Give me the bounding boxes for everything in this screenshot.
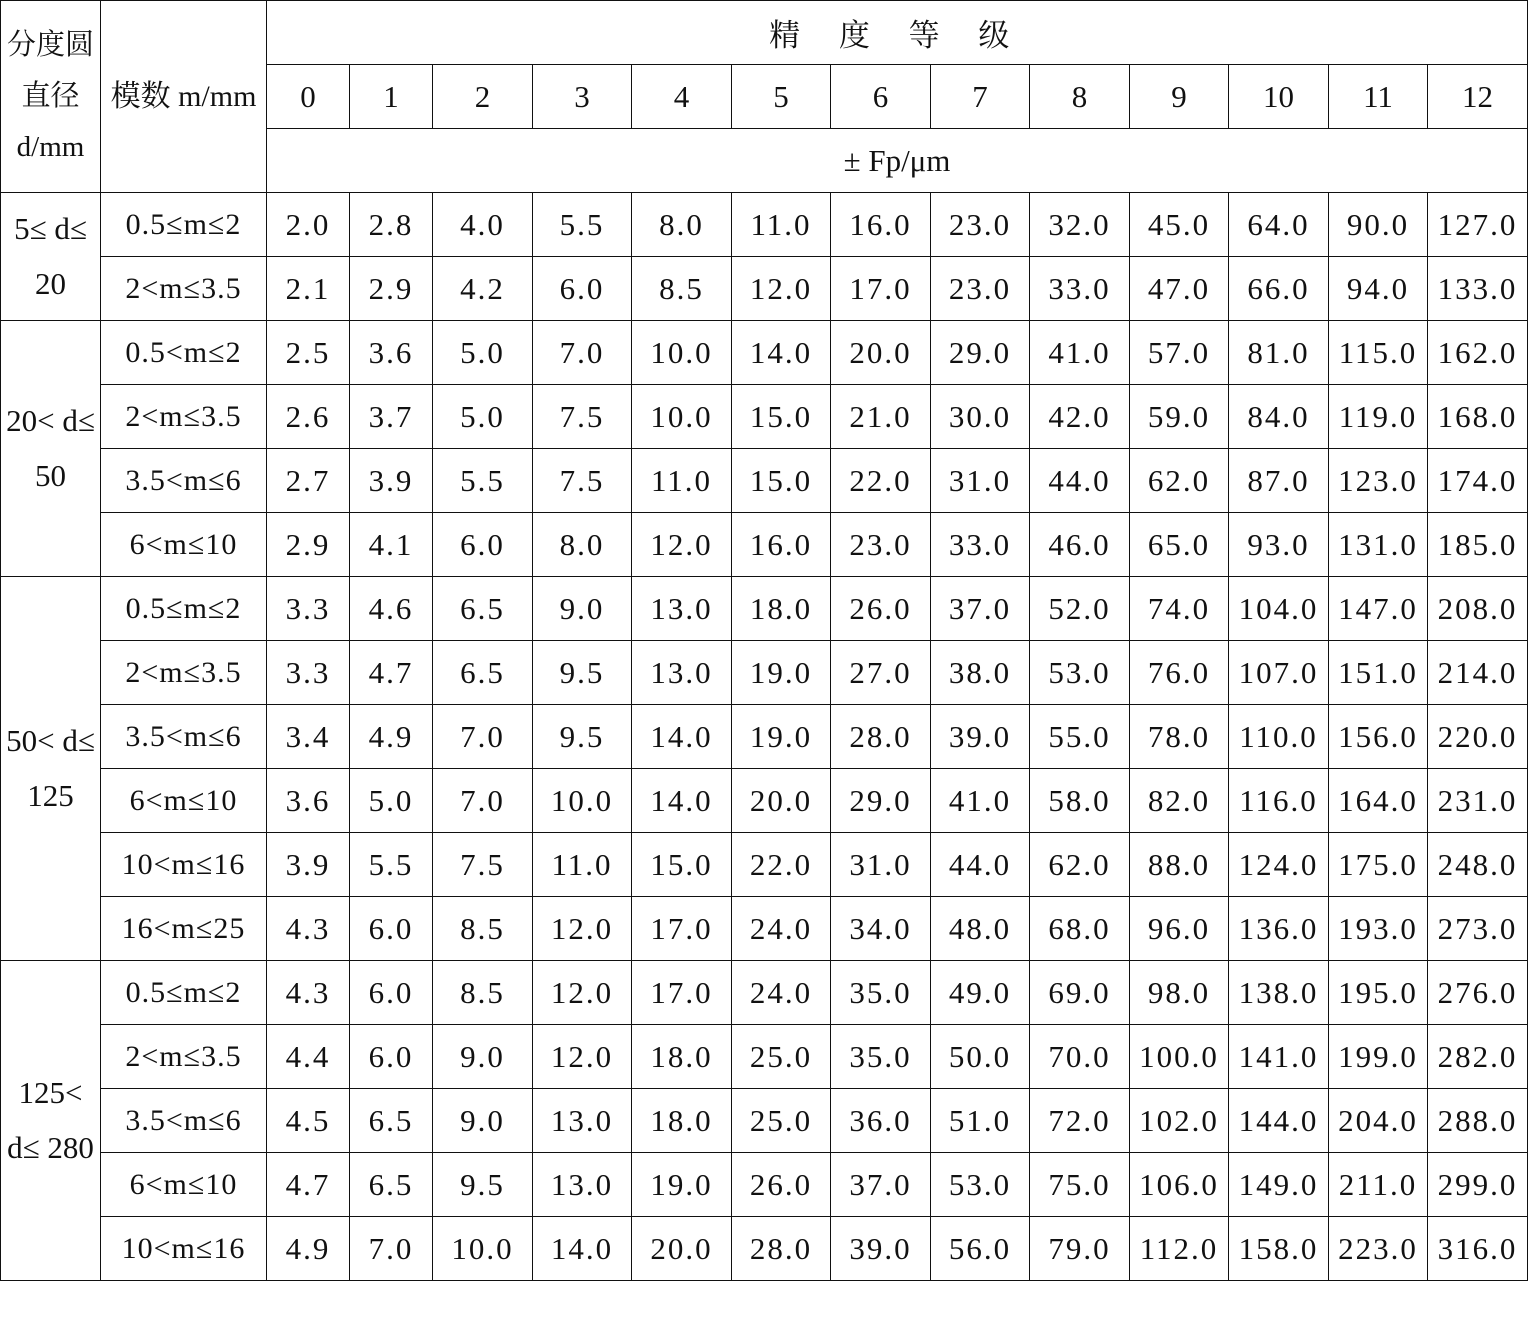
- deviation-value-cell: 35.0: [831, 961, 931, 1025]
- deviation-value-cell: 59.0: [1130, 385, 1229, 449]
- deviation-value-cell: 12.0: [533, 897, 632, 961]
- module-range-cell: 6<m≤10: [101, 769, 267, 833]
- table-row: [1, 385, 1528, 449]
- deviation-value-cell: 10.0: [433, 1217, 533, 1281]
- deviation-value-cell: 299.0: [1428, 1153, 1528, 1217]
- deviation-value-cell: 6.0: [350, 897, 433, 961]
- deviation-value-cell: 34.0: [831, 897, 931, 961]
- deviation-value-cell: 24.0: [732, 961, 831, 1025]
- deviation-value-cell: 100.0: [1130, 1025, 1229, 1089]
- deviation-value-cell: 8.5: [632, 257, 732, 321]
- deviation-value-cell: 17.0: [632, 897, 732, 961]
- deviation-value-cell: 156.0: [1329, 705, 1428, 769]
- deviation-value-cell: 195.0: [1329, 961, 1428, 1025]
- unit-header: ± Fp/μm: [267, 129, 1528, 193]
- deviation-value-cell: 4.9: [350, 705, 433, 769]
- diameter-range-cell: 20< d≤ 50: [1, 321, 101, 577]
- deviation-value-cell: 138.0: [1229, 961, 1329, 1025]
- module-range-cell: 10<m≤16: [101, 1217, 267, 1281]
- deviation-value-cell: 141.0: [1229, 1025, 1329, 1089]
- deviation-value-cell: 32.0: [1030, 193, 1130, 257]
- deviation-value-cell: 44.0: [1030, 449, 1130, 513]
- deviation-value-cell: 133.0: [1428, 257, 1528, 321]
- deviation-value-cell: 5.0: [433, 385, 533, 449]
- deviation-value-cell: 102.0: [1130, 1089, 1229, 1153]
- grade-column-header: 4: [632, 65, 732, 129]
- table-row: [1, 641, 1528, 705]
- deviation-value-cell: 53.0: [931, 1153, 1030, 1217]
- deviation-value-cell: 21.0: [831, 385, 931, 449]
- deviation-value-cell: 18.0: [632, 1025, 732, 1089]
- deviation-value-cell: 93.0: [1229, 513, 1329, 577]
- table-row: [1, 577, 1528, 641]
- deviation-value-cell: 12.0: [533, 1025, 632, 1089]
- deviation-value-cell: 6.5: [350, 1153, 433, 1217]
- table-row: [1, 1025, 1528, 1089]
- deviation-value-cell: 16.0: [831, 193, 931, 257]
- table-row: [1, 321, 1528, 385]
- deviation-value-cell: 123.0: [1329, 449, 1428, 513]
- deviation-value-cell: 65.0: [1130, 513, 1229, 577]
- deviation-value-cell: 3.7: [350, 385, 433, 449]
- deviation-value-cell: 5.5: [433, 449, 533, 513]
- deviation-value-cell: 8.0: [533, 513, 632, 577]
- table-row: [1, 833, 1528, 897]
- deviation-value-cell: 4.3: [267, 961, 350, 1025]
- deviation-value-cell: 33.0: [931, 513, 1030, 577]
- deviation-value-cell: 16.0: [732, 513, 831, 577]
- deviation-value-cell: 13.0: [533, 1089, 632, 1153]
- table-row: [1, 1217, 1528, 1281]
- deviation-value-cell: 7.0: [433, 769, 533, 833]
- deviation-value-cell: 168.0: [1428, 385, 1528, 449]
- deviation-value-cell: 74.0: [1130, 577, 1229, 641]
- deviation-value-cell: 7.0: [533, 321, 632, 385]
- deviation-value-cell: 39.0: [931, 705, 1030, 769]
- deviation-value-cell: 8.0: [632, 193, 732, 257]
- table-row: [1, 1153, 1528, 1217]
- deviation-value-cell: 28.0: [831, 705, 931, 769]
- deviation-value-cell: 6.0: [350, 1025, 433, 1089]
- deviation-value-cell: 10.0: [632, 385, 732, 449]
- deviation-value-cell: 3.3: [267, 641, 350, 705]
- module-range-cell: 6<m≤10: [101, 1153, 267, 1217]
- deviation-value-cell: 3.3: [267, 577, 350, 641]
- deviation-value-cell: 11.0: [632, 449, 732, 513]
- deviation-value-cell: 62.0: [1030, 833, 1130, 897]
- deviation-value-cell: 56.0: [931, 1217, 1030, 1281]
- deviation-value-cell: 2.1: [267, 257, 350, 321]
- deviation-value-cell: 25.0: [732, 1025, 831, 1089]
- deviation-value-cell: 6.0: [533, 257, 632, 321]
- deviation-value-cell: 7.5: [533, 449, 632, 513]
- deviation-value-cell: 149.0: [1229, 1153, 1329, 1217]
- grade-column-header: 9: [1130, 65, 1229, 129]
- deviation-value-cell: 68.0: [1030, 897, 1130, 961]
- table-row: [1, 769, 1528, 833]
- table-row: [1, 257, 1528, 321]
- table-row: [1, 1089, 1528, 1153]
- deviation-value-cell: 4.6: [350, 577, 433, 641]
- deviation-value-cell: 127.0: [1428, 193, 1528, 257]
- deviation-value-cell: 4.7: [267, 1153, 350, 1217]
- deviation-value-cell: 136.0: [1229, 897, 1329, 961]
- deviation-value-cell: 23.0: [931, 257, 1030, 321]
- grade-column-header: 2: [433, 65, 533, 129]
- deviation-value-cell: 41.0: [1030, 321, 1130, 385]
- deviation-value-cell: 248.0: [1428, 833, 1528, 897]
- deviation-value-cell: 4.1: [350, 513, 433, 577]
- deviation-value-cell: 10.0: [632, 321, 732, 385]
- deviation-value-cell: 106.0: [1130, 1153, 1229, 1217]
- table-row: [1, 961, 1528, 1025]
- deviation-value-cell: 82.0: [1130, 769, 1229, 833]
- deviation-value-cell: 273.0: [1428, 897, 1528, 961]
- deviation-value-cell: 288.0: [1428, 1089, 1528, 1153]
- deviation-value-cell: 20.0: [831, 321, 931, 385]
- deviation-value-cell: 2.6: [267, 385, 350, 449]
- deviation-value-cell: 104.0: [1229, 577, 1329, 641]
- deviation-value-cell: 37.0: [931, 577, 1030, 641]
- deviation-value-cell: 15.0: [732, 449, 831, 513]
- diameter-range-cell: 5≤ d≤ 20: [1, 193, 101, 321]
- deviation-value-cell: 30.0: [931, 385, 1030, 449]
- deviation-value-cell: 2.9: [267, 513, 350, 577]
- accuracy-grade-header: 精 度 等 级: [267, 1, 1528, 65]
- deviation-value-cell: 22.0: [831, 449, 931, 513]
- deviation-value-cell: 45.0: [1130, 193, 1229, 257]
- grade-column-header: 12: [1428, 65, 1528, 129]
- module-range-cell: 6<m≤10: [101, 513, 267, 577]
- module-range-cell: 0.5<m≤2: [101, 321, 267, 385]
- deviation-value-cell: 19.0: [632, 1153, 732, 1217]
- module-range-cell: 2<m≤3.5: [101, 385, 267, 449]
- deviation-value-cell: 151.0: [1329, 641, 1428, 705]
- module-range-cell: 2<m≤3.5: [101, 257, 267, 321]
- deviation-value-cell: 87.0: [1229, 449, 1329, 513]
- deviation-value-cell: 2.8: [350, 193, 433, 257]
- deviation-value-cell: 23.0: [931, 193, 1030, 257]
- deviation-value-cell: 9.5: [533, 641, 632, 705]
- deviation-value-cell: 4.0: [433, 193, 533, 257]
- deviation-value-cell: 17.0: [831, 257, 931, 321]
- module-range-cell: 0.5≤m≤2: [101, 961, 267, 1025]
- deviation-value-cell: 4.7: [350, 641, 433, 705]
- deviation-value-cell: 26.0: [831, 577, 931, 641]
- deviation-value-cell: 46.0: [1030, 513, 1130, 577]
- deviation-value-cell: 5.0: [433, 321, 533, 385]
- deviation-value-cell: 131.0: [1329, 513, 1428, 577]
- deviation-value-cell: 78.0: [1130, 705, 1229, 769]
- grade-column-header: 11: [1329, 65, 1428, 129]
- deviation-value-cell: 28.0: [732, 1217, 831, 1281]
- deviation-value-cell: 4.4: [267, 1025, 350, 1089]
- grade-column-header: 0: [267, 65, 350, 129]
- deviation-value-cell: 13.0: [632, 577, 732, 641]
- grade-column-header: 1: [350, 65, 433, 129]
- deviation-value-cell: 158.0: [1229, 1217, 1329, 1281]
- deviation-value-cell: 193.0: [1329, 897, 1428, 961]
- deviation-value-cell: 13.0: [533, 1153, 632, 1217]
- grade-column-header: 10: [1229, 65, 1329, 129]
- deviation-value-cell: 9.5: [433, 1153, 533, 1217]
- deviation-value-cell: 44.0: [931, 833, 1030, 897]
- table-row: [1, 897, 1528, 961]
- deviation-value-cell: 8.5: [433, 961, 533, 1025]
- deviation-value-cell: 282.0: [1428, 1025, 1528, 1089]
- deviation-value-cell: 231.0: [1428, 769, 1528, 833]
- deviation-value-cell: 47.0: [1130, 257, 1229, 321]
- deviation-value-cell: 7.5: [533, 385, 632, 449]
- deviation-value-cell: 5.0: [350, 769, 433, 833]
- deviation-value-cell: 20.0: [732, 769, 831, 833]
- module-range-cell: 2<m≤3.5: [101, 1025, 267, 1089]
- deviation-value-cell: 208.0: [1428, 577, 1528, 641]
- deviation-value-cell: 19.0: [732, 641, 831, 705]
- deviation-value-cell: 9.0: [533, 577, 632, 641]
- module-range-cell: 0.5≤m≤2: [101, 577, 267, 641]
- deviation-value-cell: 26.0: [732, 1153, 831, 1217]
- grade-column-header: 6: [831, 65, 931, 129]
- module-range-cell: 2<m≤3.5: [101, 641, 267, 705]
- deviation-value-cell: 199.0: [1329, 1025, 1428, 1089]
- deviation-value-cell: 37.0: [831, 1153, 931, 1217]
- deviation-value-cell: 35.0: [831, 1025, 931, 1089]
- module-range-cell: 10<m≤16: [101, 833, 267, 897]
- deviation-value-cell: 7.5: [433, 833, 533, 897]
- deviation-value-cell: 162.0: [1428, 321, 1528, 385]
- deviation-value-cell: 72.0: [1030, 1089, 1130, 1153]
- deviation-value-cell: 6.0: [433, 513, 533, 577]
- deviation-value-cell: 14.0: [632, 769, 732, 833]
- deviation-value-cell: 9.0: [433, 1025, 533, 1089]
- deviation-value-cell: 48.0: [931, 897, 1030, 961]
- deviation-value-cell: 64.0: [1229, 193, 1329, 257]
- deviation-value-cell: 164.0: [1329, 769, 1428, 833]
- deviation-value-cell: 211.0: [1329, 1153, 1428, 1217]
- module-range-cell: 3.5<m≤6: [101, 1089, 267, 1153]
- deviation-value-cell: 107.0: [1229, 641, 1329, 705]
- deviation-value-cell: 84.0: [1229, 385, 1329, 449]
- deviation-value-cell: 220.0: [1428, 705, 1528, 769]
- deviation-value-cell: 10.0: [533, 769, 632, 833]
- deviation-value-cell: 3.6: [350, 321, 433, 385]
- deviation-value-cell: 31.0: [831, 833, 931, 897]
- deviation-value-cell: 39.0: [831, 1217, 931, 1281]
- module-range-cell: 16<m≤25: [101, 897, 267, 961]
- grade-column-header: 7: [931, 65, 1030, 129]
- deviation-value-cell: 81.0: [1229, 321, 1329, 385]
- deviation-value-cell: 33.0: [1030, 257, 1130, 321]
- deviation-value-cell: 12.0: [533, 961, 632, 1025]
- deviation-value-cell: 6.5: [433, 641, 533, 705]
- deviation-value-cell: 5.5: [350, 833, 433, 897]
- deviation-value-cell: 174.0: [1428, 449, 1528, 513]
- deviation-value-cell: 144.0: [1229, 1089, 1329, 1153]
- deviation-value-cell: 2.7: [267, 449, 350, 513]
- deviation-value-cell: 66.0: [1229, 257, 1329, 321]
- deviation-value-cell: 3.9: [267, 833, 350, 897]
- deviation-value-cell: 36.0: [831, 1089, 931, 1153]
- deviation-value-cell: 38.0: [931, 641, 1030, 705]
- deviation-value-cell: 119.0: [1329, 385, 1428, 449]
- table-row: [1, 705, 1528, 769]
- grade-column-header: 3: [533, 65, 632, 129]
- deviation-value-cell: 88.0: [1130, 833, 1229, 897]
- deviation-value-cell: 70.0: [1030, 1025, 1130, 1089]
- deviation-value-cell: 15.0: [732, 385, 831, 449]
- deviation-value-cell: 9.5: [533, 705, 632, 769]
- deviation-value-cell: 51.0: [931, 1089, 1030, 1153]
- deviation-value-cell: 4.2: [433, 257, 533, 321]
- deviation-value-cell: 27.0: [831, 641, 931, 705]
- deviation-value-cell: 6.0: [350, 961, 433, 1025]
- deviation-value-cell: 90.0: [1329, 193, 1428, 257]
- deviation-value-cell: 7.0: [350, 1217, 433, 1281]
- deviation-value-cell: 94.0: [1329, 257, 1428, 321]
- module-range-cell: 3.5<m≤6: [101, 449, 267, 513]
- deviation-value-cell: 69.0: [1030, 961, 1130, 1025]
- deviation-value-cell: 316.0: [1428, 1217, 1528, 1281]
- deviation-value-cell: 14.0: [732, 321, 831, 385]
- deviation-value-cell: 115.0: [1329, 321, 1428, 385]
- deviation-value-cell: 112.0: [1130, 1217, 1229, 1281]
- deviation-value-cell: 175.0: [1329, 833, 1428, 897]
- deviation-value-cell: 98.0: [1130, 961, 1229, 1025]
- deviation-value-cell: 58.0: [1030, 769, 1130, 833]
- deviation-value-cell: 6.5: [433, 577, 533, 641]
- deviation-value-cell: 13.0: [632, 641, 732, 705]
- module-range-cell: 0.5≤m≤2: [101, 193, 267, 257]
- deviation-value-cell: 19.0: [732, 705, 831, 769]
- deviation-value-cell: 4.5: [267, 1089, 350, 1153]
- deviation-value-cell: 20.0: [632, 1217, 732, 1281]
- deviation-value-cell: 55.0: [1030, 705, 1130, 769]
- deviation-value-cell: 17.0: [632, 961, 732, 1025]
- diameter-range-cell: 50< d≤ 125: [1, 577, 101, 961]
- deviation-value-cell: 18.0: [732, 577, 831, 641]
- deviation-value-cell: 2.9: [350, 257, 433, 321]
- deviation-value-cell: 12.0: [632, 513, 732, 577]
- deviation-value-cell: 76.0: [1130, 641, 1229, 705]
- deviation-value-cell: 96.0: [1130, 897, 1229, 961]
- deviation-value-cell: 2.5: [267, 321, 350, 385]
- deviation-value-cell: 62.0: [1130, 449, 1229, 513]
- grade-column-header: 5: [732, 65, 831, 129]
- deviation-value-cell: 23.0: [831, 513, 931, 577]
- deviation-value-cell: 50.0: [931, 1025, 1030, 1089]
- deviation-value-cell: 24.0: [732, 897, 831, 961]
- deviation-value-cell: 5.5: [533, 193, 632, 257]
- deviation-value-cell: 15.0: [632, 833, 732, 897]
- grade-column-header: 8: [1030, 65, 1130, 129]
- deviation-value-cell: 6.5: [350, 1089, 433, 1153]
- deviation-value-cell: 8.5: [433, 897, 533, 961]
- table-row: [1, 449, 1528, 513]
- deviation-value-cell: 116.0: [1229, 769, 1329, 833]
- deviation-value-cell: 124.0: [1229, 833, 1329, 897]
- module-header: 模数 m/mm: [101, 1, 267, 193]
- deviation-value-cell: 3.4: [267, 705, 350, 769]
- deviation-value-cell: 147.0: [1329, 577, 1428, 641]
- deviation-value-cell: 49.0: [931, 961, 1030, 1025]
- deviation-value-cell: 214.0: [1428, 641, 1528, 705]
- diameter-header: 分度圆直径 d/mm: [1, 1, 101, 193]
- deviation-value-cell: 41.0: [931, 769, 1030, 833]
- deviation-value-cell: 52.0: [1030, 577, 1130, 641]
- deviation-value-cell: 204.0: [1329, 1089, 1428, 1153]
- deviation-value-cell: 3.6: [267, 769, 350, 833]
- deviation-value-cell: 7.0: [433, 705, 533, 769]
- table-row: [1, 193, 1528, 257]
- deviation-value-cell: 223.0: [1329, 1217, 1428, 1281]
- deviation-value-cell: 2.0: [267, 193, 350, 257]
- deviation-value-cell: 18.0: [632, 1089, 732, 1153]
- deviation-value-cell: 11.0: [732, 193, 831, 257]
- deviation-value-cell: 14.0: [533, 1217, 632, 1281]
- table-row: [1, 513, 1528, 577]
- deviation-value-cell: 29.0: [831, 769, 931, 833]
- deviation-value-cell: 79.0: [1030, 1217, 1130, 1281]
- deviation-value-cell: 53.0: [1030, 641, 1130, 705]
- deviation-value-cell: 9.0: [433, 1089, 533, 1153]
- deviation-value-cell: 110.0: [1229, 705, 1329, 769]
- deviation-value-cell: 14.0: [632, 705, 732, 769]
- deviation-value-cell: 42.0: [1030, 385, 1130, 449]
- deviation-value-cell: 185.0: [1428, 513, 1528, 577]
- deviation-value-cell: 4.3: [267, 897, 350, 961]
- deviation-value-cell: 75.0: [1030, 1153, 1130, 1217]
- deviation-value-cell: 12.0: [732, 257, 831, 321]
- deviation-value-cell: 31.0: [931, 449, 1030, 513]
- deviation-value-cell: 22.0: [732, 833, 831, 897]
- deviation-value-cell: 57.0: [1130, 321, 1229, 385]
- module-range-cell: 3.5<m≤6: [101, 705, 267, 769]
- deviation-value-cell: 25.0: [732, 1089, 831, 1153]
- deviation-value-cell: 29.0: [931, 321, 1030, 385]
- deviation-value-cell: 276.0: [1428, 961, 1528, 1025]
- deviation-value-cell: 11.0: [533, 833, 632, 897]
- deviation-value-cell: 3.9: [350, 449, 433, 513]
- diameter-range-cell: 125< d≤ 280: [1, 961, 101, 1281]
- deviation-value-cell: 4.9: [267, 1217, 350, 1281]
